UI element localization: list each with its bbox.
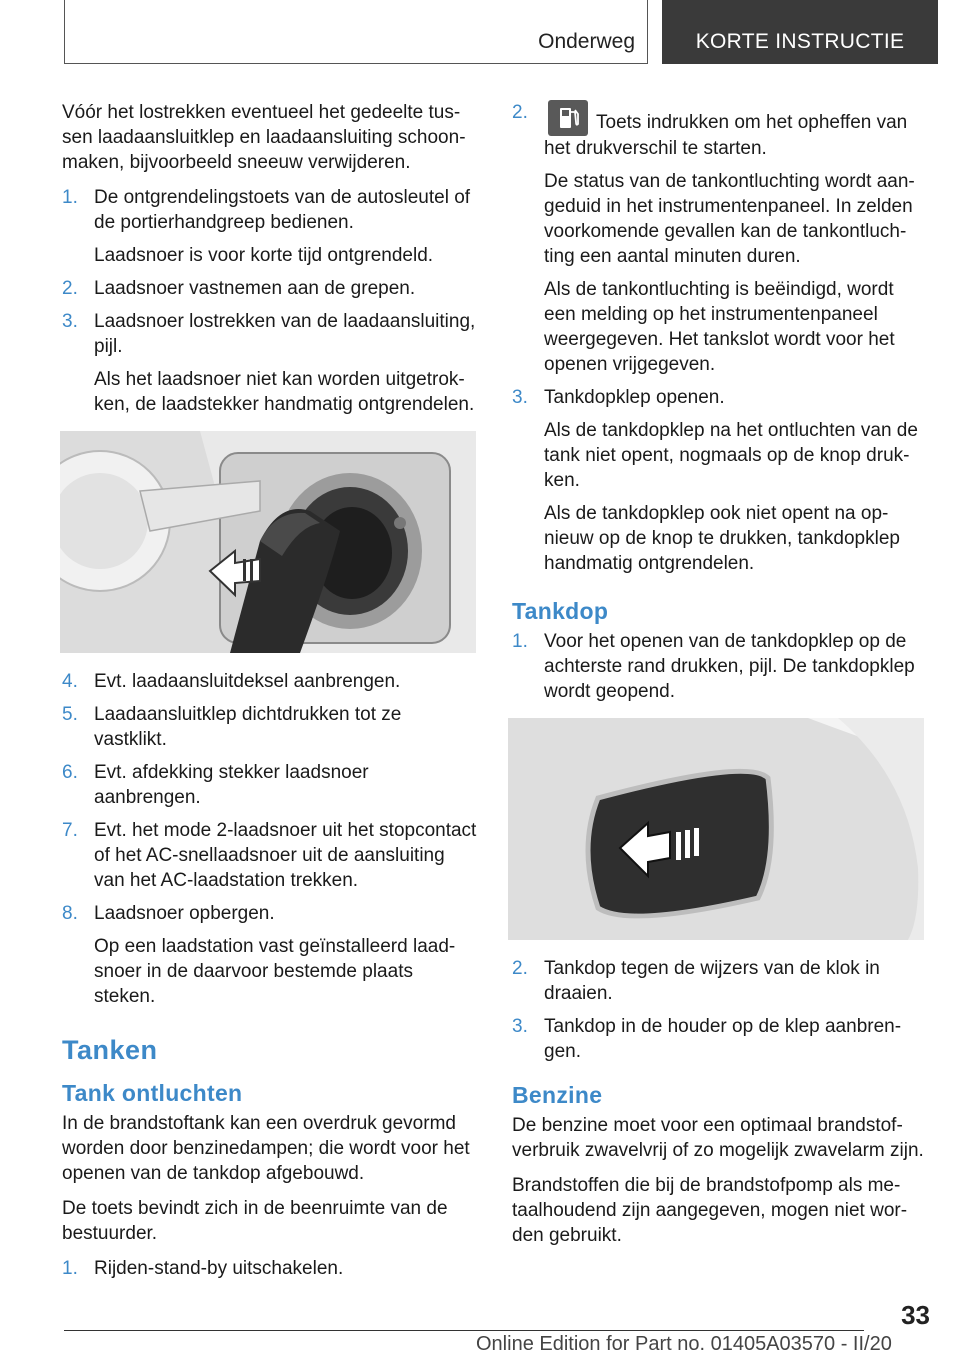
step-text: Laadsnoer vastnemen aan de grepen.	[94, 278, 416, 299]
step-item	[62, 669, 478, 694]
step-item	[62, 309, 478, 417]
step-text: Als het laadsnoer niet kan worden uitgetrokken, de laadstekker handmatig ontgrendelen.	[94, 369, 475, 415]
step-item	[512, 1014, 928, 1064]
step-list-unplug	[62, 185, 478, 417]
step-text: Als de tankdopklep ook niet opent na opnieuw op de knop te drukken, tankdopklep handmatig ontgrendelen.	[544, 503, 900, 574]
step-text: Tankdopklep openen.	[544, 387, 725, 408]
step-item	[62, 185, 478, 268]
step-number: 6.	[62, 762, 78, 783]
left-column	[62, 100, 478, 1289]
step-number: 3.	[512, 387, 528, 408]
step-text: Evt. afdekking stekker laadsnoer aanbrengen.	[94, 762, 369, 808]
heading-tankdop: Tankdop	[512, 598, 609, 624]
step-number: 2.	[512, 958, 528, 979]
charging-plug-photo	[60, 431, 476, 653]
page-number: 33	[901, 1300, 930, 1330]
step-item	[62, 1256, 478, 1281]
fuel-pump-icon	[548, 100, 588, 136]
section-title: Onderweg	[538, 30, 635, 53]
step-text: Laadsnoer is voor korte tijd ontgrendeld.	[94, 245, 434, 266]
step-list-open-flap	[512, 385, 928, 576]
step-item	[512, 956, 928, 1006]
paragraph-sulphur: De benzine moet voor een optimaal brandstofverbruik zwavelvrij of zo mogelijk zwavelarm zijn.	[512, 1115, 924, 1161]
step-text: Evt. het mode 2-laadsnoer uit het stopcontact of het AC-snellaadsnoer uit de aansluiting van het AC-laadstation trekken.	[94, 820, 477, 891]
step-number: 3.	[62, 311, 78, 332]
fuel-flap-photo	[508, 718, 924, 940]
step-item	[62, 760, 478, 810]
header-section-box	[64, 0, 648, 64]
step-text: De status van de tankontluchting wordt aangeduid in het instrumentenpaneel. In zelden voorkomende gevallen kan de tankontluchting een aantal minuten duren.	[544, 171, 915, 267]
step-text: Rijden-stand-by uitschakelen.	[94, 1258, 344, 1279]
step-item	[62, 818, 478, 893]
step-list-tankdop-remove	[512, 956, 928, 1064]
step-number: 3.	[512, 1016, 528, 1037]
footer-edition: Online Edition for Part no. 01405A03570 - II/20	[476, 1333, 892, 1355]
step-number: 1.	[62, 187, 78, 208]
step-number: 2.	[512, 102, 528, 123]
step-item	[512, 629, 928, 704]
step-text: Laadaansluitklep dichtdrukken tot ze vastklikt.	[94, 704, 402, 750]
step-text: Evt. laadaansluitdeksel aanbrengen.	[94, 671, 401, 692]
step-number: 4.	[62, 671, 78, 692]
step-item	[512, 385, 928, 576]
step-item	[62, 901, 478, 1009]
step-text: Op een laadstation vast geïnstalleerd laadsnoer in de daarvoor bestemde plaats steken.	[94, 936, 456, 1007]
step-text: Tankdop in de houder op de klep aanbrengen.	[544, 1016, 902, 1062]
intro-paragraph: Vóór het lostrekken eventueel het gedeelte tussen laadaansluitklep en laadaansluiting schoonmaken, bijvoorbeeld sneeuw verwijderen.	[62, 102, 466, 173]
step-number: 8.	[62, 903, 78, 924]
step-text: Toets indrukken om het opheffen van het drukverschil te starten.	[544, 112, 908, 159]
step-text: Tankdop tegen de wijzers van de klok in draaien.	[544, 958, 880, 1004]
step-text: Als de tankdopklep na het ontluchten van de tank niet opent, nogmaals op de knop drukken.	[544, 420, 918, 491]
step-text: De ontgrendelingstoets van de autosleutel of de portierhandgreep bedienen.	[94, 187, 471, 233]
heading-tank-ontluchten: Tank ontluchten	[62, 1080, 243, 1106]
heading-tanken: Tanken	[62, 1035, 158, 1065]
step-text: Als de tankontluchting is beëindigd, wordt een melding op het instrumentenpaneel weergegeven. Het tankslot wordt voor het openen vrijgegeven.	[544, 279, 895, 375]
step-list-venting-left	[62, 1256, 478, 1281]
step-list-tankdop-open	[512, 629, 928, 704]
right-column	[512, 100, 928, 1258]
step-text: Laadsnoer opbergen.	[94, 903, 275, 924]
step-number: 5.	[62, 704, 78, 725]
paragraph-button-location: De toets bevindt zich in de beenruimte van de bestuurder.	[62, 1198, 448, 1244]
footer-divider	[64, 1330, 864, 1331]
header-chapter-box	[662, 0, 938, 64]
step-number: 2.	[62, 278, 78, 299]
paragraph-overpressure: In de brandstoftank kan een overdruk gevormd worden door benzinedampen; die wordt voor het openen van de tankdop afgebouwd.	[62, 1113, 470, 1184]
step-item	[62, 702, 478, 752]
step-list-finish	[62, 669, 478, 1009]
step-number: 1.	[512, 631, 528, 652]
step-item	[512, 100, 928, 377]
step-text: Voor het openen van de tankdopklep op de achterste rand drukken, pijl. De tankdopklep wordt geopend.	[544, 631, 915, 702]
step-text: Laadsnoer lostrekken van de laadaansluiting, pijl.	[94, 311, 476, 357]
chapter-title: KORTE INSTRUCTIE	[695, 30, 905, 53]
step-number: 1.	[62, 1258, 78, 1279]
step-number: 7.	[62, 820, 78, 841]
step-item	[62, 276, 478, 301]
paragraph-metal-fuels: Brandstoffen die bij de brandstofpomp als metaalhoudend zijn aangegeven, mogen niet worden gebruikt.	[512, 1175, 908, 1246]
heading-benzine: Benzine	[512, 1082, 603, 1108]
